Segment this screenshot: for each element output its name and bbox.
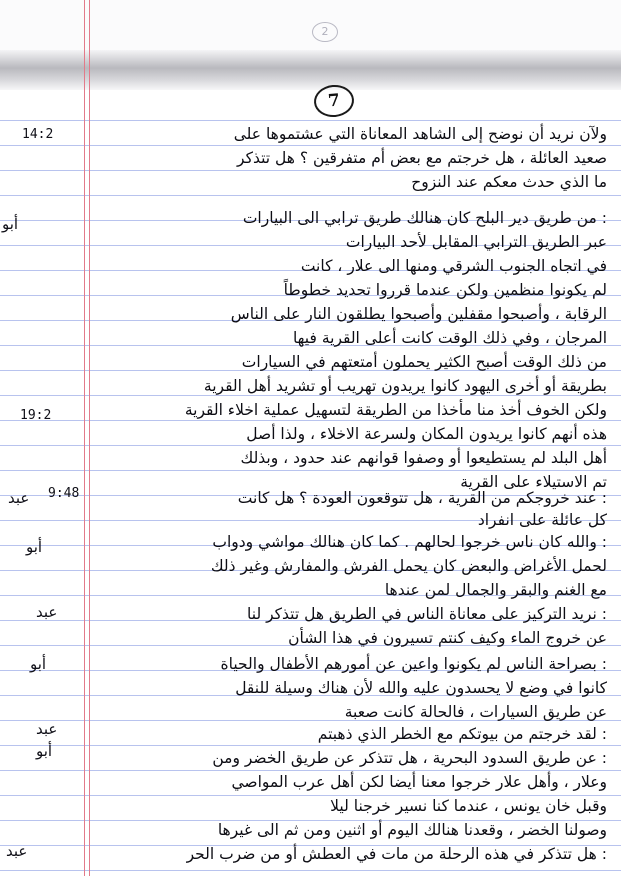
text-line: تم الاستيلاء على القرية xyxy=(460,473,607,491)
page-number: 7 xyxy=(313,83,356,118)
text-line: : عند خروجكم من القرية ، هل تتوقعون العودة ؟ هل كانت xyxy=(237,489,607,507)
text-line: : والله كان ناس خرجوا لحالهم . كما كان هنالك مواشي ودواب xyxy=(212,533,607,551)
text-line: : من طريق دير البلح كان هنالك طريق ترابي الى البيارات xyxy=(242,209,607,227)
margin-line-right xyxy=(89,0,90,876)
text-line: كل عائلة على انفراد xyxy=(477,511,607,529)
timestamp: 14:2 xyxy=(22,127,54,142)
text-line: كانوا في وضع لا يحسدون عليه والله لأن هناك وسيلة للنقل xyxy=(235,679,607,697)
text-line: بطريقة أو أخرى اليهود كانوا يريدون تهريب أو تشريد أهل القرية xyxy=(203,377,607,395)
text-line: : عن طريق السدود البحرية ، هل تتذكر عن طريق الخضر ومن xyxy=(212,749,607,767)
timestamp: 19:2 xyxy=(20,408,52,423)
text-line: لم يكونوا منظمين ولكن عندما قرروا تحديد خطوطاً xyxy=(283,281,607,299)
text-line: وقبل خان يونس ، عندما كنا نسير خرجنا ليلا xyxy=(330,797,607,815)
speaker-label: عبد xyxy=(36,720,58,738)
text-line: مع الغنم والبقر والجمال لمن عندها xyxy=(384,581,607,599)
speaker-label: أبو xyxy=(26,538,43,556)
text-line: وصولنا الخضر ، وقعدنا هنالك اليوم أو اثنين ومن ثم الى غيرها xyxy=(217,821,607,839)
text-line: عبر الطريق الترابي المقابل لأحد البيارات xyxy=(345,233,607,251)
speaker-label: أبو xyxy=(30,655,47,673)
margin-line-left xyxy=(84,0,85,876)
text-line: عن خروج الماء وكيف كنتم تسيرون في هذا الشأن xyxy=(288,629,607,647)
speaker-label: عبد xyxy=(8,489,30,507)
text-line: وعلار ، وأهل علار خرجوا معنا أيضا لكن أهل عرب المواصي xyxy=(231,773,607,791)
text-line: : لقد خرجتم من بيوتكم مع الخطر الذي ذهبتم xyxy=(317,725,607,743)
text-line: في اتجاه الجنوب الشرقي ومنها الى علار ، كانت xyxy=(300,257,607,275)
text-line: عن طريق السيارات ، فالحالة كانت صعبة xyxy=(344,703,607,721)
speaker-label: عبد xyxy=(6,842,28,860)
text-line: : نريد التركيز على معاناة الناس في الطريق هل تتذكر لنا xyxy=(247,605,607,623)
text-line: : بصراحة الناس لم يكونوا واعين عن أمورهم الأطفال والحياة xyxy=(220,655,607,673)
text-line: المرجان ، وفي ذلك الوقت كانت أعلى القرية فيها xyxy=(292,329,607,347)
text-line: من ذلك الوقت أصبح الكثير يحملون أمتعتهم في السيارات xyxy=(241,353,607,371)
scan-shadow-band xyxy=(0,50,621,90)
timestamp: 9:48 xyxy=(48,486,80,501)
speaker-label: أبو xyxy=(2,215,19,233)
text-line: ولآن نريد أن نوضح إلى الشاهد المعاناة التي عشتموها على xyxy=(233,125,607,143)
text-line: صعيد العائلة ، هل خرجتم مع بعض أم متفرقين ؟ هل تتذكر xyxy=(237,149,607,167)
text-line: ولكن الخوف أخذ منا مأخذا من الطريقة لتسهيل عملية اخلاء القرية xyxy=(184,401,607,419)
text-line: أهل البلد لم يستطيعوا أو وصفوا قوانهم عند حدود ، وبذلك xyxy=(240,449,607,467)
text-line: الرقابة ، وأصبحوا مقفلين وأصبحوا يطلقون النار على الناس xyxy=(230,305,607,323)
speaker-label: عبد xyxy=(36,603,58,621)
top-page-mark: 2 xyxy=(312,22,338,42)
text-line: هذه أنهم كانوا يريدون المكان ولسرعة الاخلاء ، ولذا أصل xyxy=(246,425,607,443)
page-top-strip xyxy=(0,0,621,50)
speaker-label: أبو xyxy=(36,742,53,760)
text-line: لحمل الأغراض والبعض كان يحمل الفرش والمفارش وغير ذلك xyxy=(210,557,607,575)
text-line: ما الذي حدث معكم عند النزوح xyxy=(411,173,607,191)
text-line: : هل تتذكر في هذه الرحلة من مات في العطش أو من ضرب الحر xyxy=(186,845,607,863)
